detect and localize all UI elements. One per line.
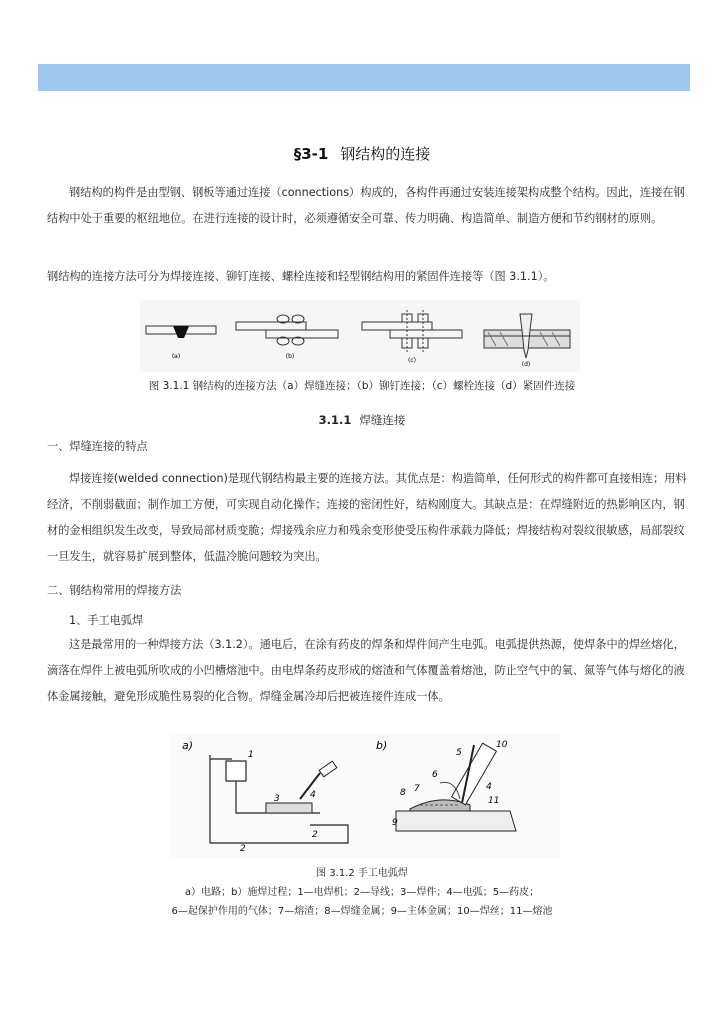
intro-paragraph-1: 钢结构的构件是由型钢、钢板等通过连接（connections）构成的，各构件再通过安装连接架构成整个结构。因此，连接在钢结构中处于重要的枢纽地位。在进行连接的设计时，必须遵循安全可靠、传力明确、构造简单、制造方便和节约钢材的原则。: [47, 186, 685, 225]
section-title-text: 钢结构的连接: [340, 145, 431, 163]
fig2-a-num-4: 4: [310, 790, 316, 800]
fig2-b-num-6: 6: [432, 770, 438, 780]
part1-heading: 一、焊缝连接的特点: [47, 440, 148, 453]
subsection-title: [0, 412, 724, 428]
section-title: [0, 143, 724, 164]
fig2-a-num-2a: 2: [240, 844, 246, 854]
figure-3-1-1: [140, 300, 580, 372]
fig2-b-num-5: 5: [456, 748, 462, 758]
fig2-b-num-10: 10: [496, 740, 508, 750]
fig2-a-num-3: 3: [274, 794, 280, 804]
figure-3-1-2-title: 图 3.1.2 手工电弧焊: [316, 868, 408, 879]
header-band: [38, 64, 690, 91]
part2-paragraph: 这是最常用的一种焊接方法（3.1.2）。通电后，在涂有药皮的焊条和焊件间产生电弧。电弧提供热源，使焊条中的焊丝熔化，滴落在焊件上被电弧所吹成的小凹槽熔池中。由电焊条药皮形成的熔渣和气体覆盖着熔池，防止空气中的氧、氮等气体与熔化的液体金属接触，避免形成脆性易裂的化合物。焊缝金属冷却后把被连接件连成一体。: [47, 638, 685, 703]
fig2-b-num-11: 11: [488, 796, 500, 806]
subsection-title-text: 焊缝连接: [359, 413, 406, 427]
section-number: §3-1: [293, 145, 329, 163]
subsection-number: 3.1.1: [318, 413, 352, 427]
fig2-label-a: a): [182, 739, 194, 752]
figure-3-1-2-caption-line2: 6—起保护作用的气体；7—熔渣；8—焊缝金属；9—主体金属；10—焊丝；11—熔池: [171, 906, 553, 917]
part2-heading: 二、钢结构常用的焊接方法: [47, 584, 182, 597]
fig2-label-b: b): [376, 739, 388, 752]
fig2-a-num-1: 1: [248, 750, 254, 760]
fig2-b-num-8: 8: [400, 788, 406, 798]
fig2-a-num-2b: 2: [312, 830, 318, 840]
fig1-label-d: (d): [521, 361, 531, 368]
fig2-b-num-7: 7: [414, 784, 420, 794]
fig1-label-a: (a): [171, 353, 181, 360]
fig2-b-num-9: 9: [392, 818, 398, 828]
fig1-label-b: (b): [285, 353, 295, 360]
figure-3-1-2-caption-line1: a）电路；b）施焊过程；1—电焊机；2—导线；3—焊件；4—电弧；5—药皮；: [184, 887, 540, 898]
figure-3-1-2: [170, 733, 560, 859]
intro-paragraph-2: 钢结构的连接方法可分为焊接连接、铆钉连接、螺栓连接和轻型钢结构用的紧固件连接等（图 3.1.1）。: [47, 270, 555, 283]
figure-3-1-1-caption: 图 3.1.1 钢结构的连接方法（a）焊缝连接；（b）铆钉连接；（c）螺栓连接（d）紧固件连接: [148, 380, 576, 392]
fig2-b-num-4: 4: [486, 782, 492, 792]
manual-arc-welding-heading: 1、手工电弧焊: [69, 614, 144, 627]
fig1-label-c: (c): [408, 357, 416, 364]
part1-paragraph: 焊接连接(welded connection)是现代钢结构最主要的连接方法。其优点是：构造简单，任何形式的构件都可直接相连；用料经济，不削弱截面；制作加工方便，可实现自动化操作；连接的密闭性好，结构刚度大。其缺点是：在焊缝附近的热影响区内，钢材的金相组织发生改变，导致局部材质变脆；焊接残余应力和残余变形使受压构件承载力降低；焊接结构对裂纹很敏感，局部裂纹一旦发生，就容易扩展到整体，低温冷脆问题较为突出。: [47, 472, 687, 563]
